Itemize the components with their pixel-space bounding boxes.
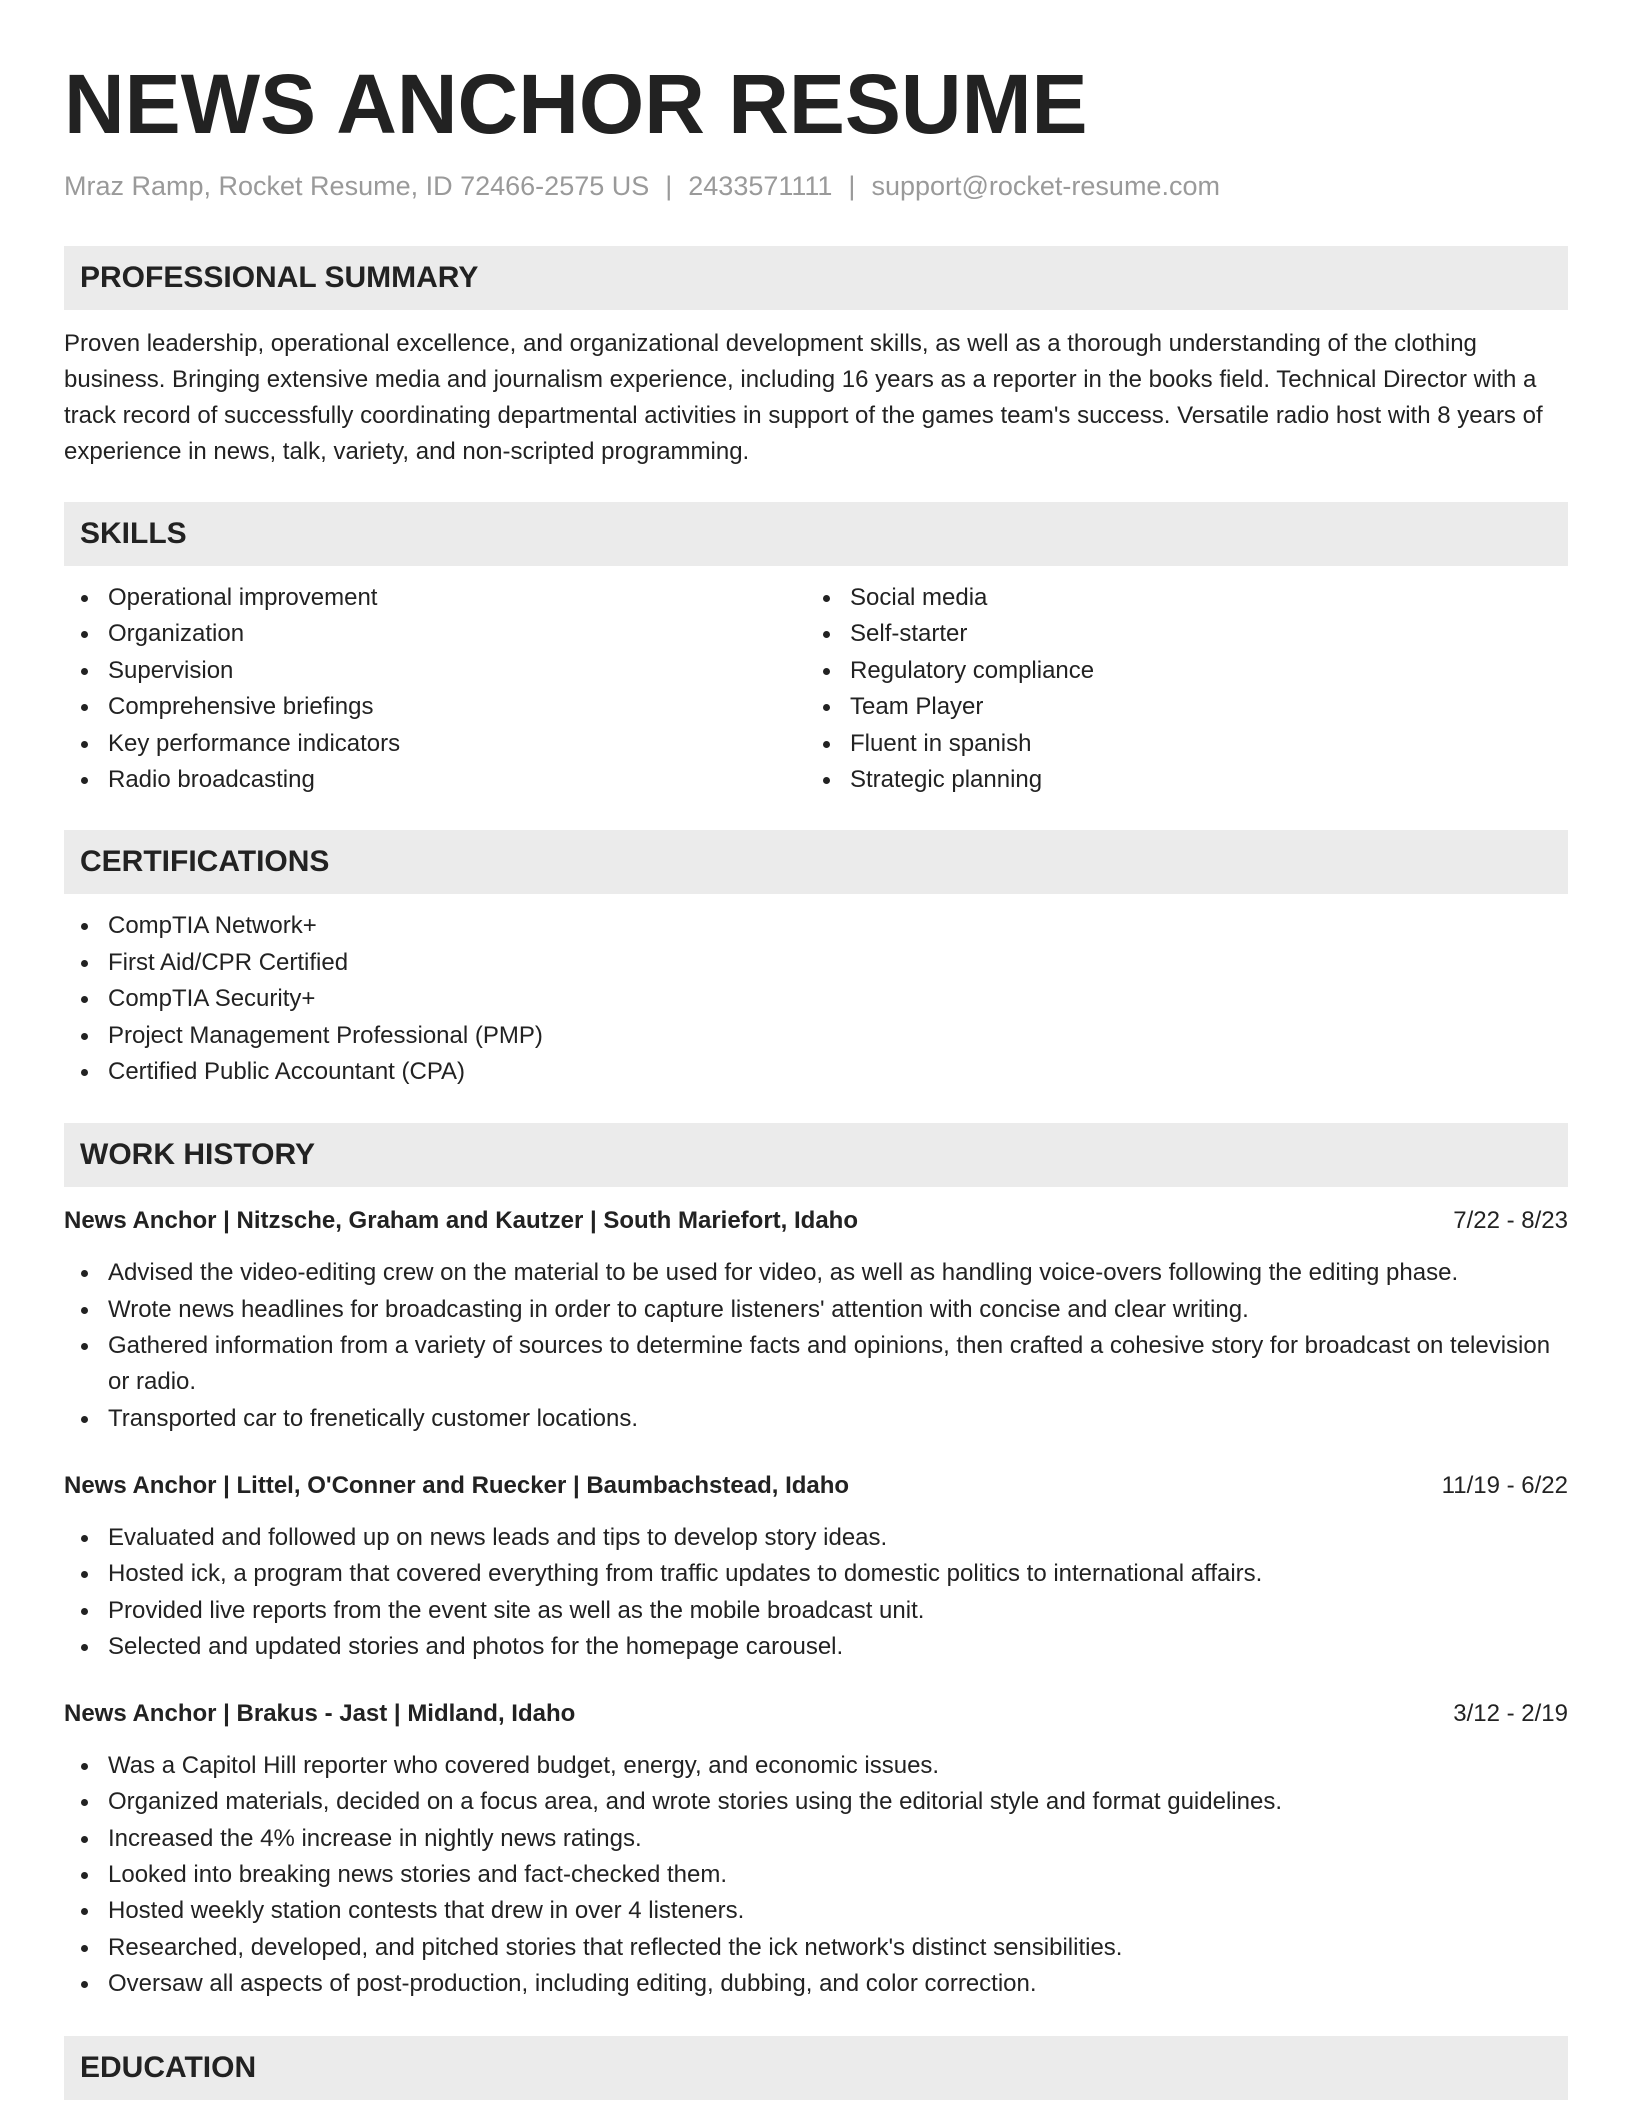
resume-page	[64, 0, 1568, 2100]
skill-item: Comprehensive briefings	[64, 689, 806, 725]
certification-item: CompTIA Network+	[64, 908, 1568, 944]
skills-list-left	[64, 580, 806, 798]
job-entry	[64, 1696, 1568, 2002]
contact-email: support@rocket-resume.com	[871, 171, 1220, 201]
skill-item: Team Player	[806, 689, 1548, 725]
section-header-summary: PROFESSIONAL SUMMARY	[64, 246, 1568, 310]
job-title: News Anchor | Littel, O'Conner and Ruecker | Baumbachstead, Idaho	[64, 1471, 850, 1499]
job-bullet: Oversaw all aspects of post-production, including editing, dubbing, and color correction.	[64, 1966, 1568, 2002]
job-header	[64, 1468, 1568, 1504]
summary-text: Proven leadership, operational excellence, and organizational development skills, as well as a thorough understanding of the clothing business. Bringing extensive media and journalism experience, including 16 years as a reporter in the books field. Technical Director with a track record of successfully coordinating departmental activities in support of the games team's success. Versatile radio host with 8 years of experience in news, talk, variety, and non-scripted programming.	[64, 330, 1543, 465]
job-bullet: Increased the 4% increase in nightly news ratings.	[64, 1821, 1568, 1857]
skill-item: Regulatory compliance	[806, 653, 1548, 689]
skill-item: Social media	[806, 580, 1548, 616]
job-dates: 11/19 - 6/22	[1441, 1471, 1568, 1499]
job-bullet: Hosted ick, a program that covered everything from traffic updates to domestic politics to international affairs.	[64, 1556, 1568, 1592]
job-bullet: Wrote news headlines for broadcasting in order to capture listeners' attention with concise and clear writing.	[64, 1292, 1568, 1328]
job-bullet: Advised the video-editing crew on the material to be used for video, as well as handling voice-overs following the editing phase.	[64, 1255, 1568, 1291]
job-bullet: Provided live reports from the event site as well as the mobile broadcast unit.	[64, 1593, 1568, 1629]
job-bullet: Evaluated and followed up on news leads and tips to develop story ideas.	[64, 1520, 1568, 1556]
job-entry	[64, 1203, 1568, 1436]
contact-phone: 2433571111	[688, 171, 833, 201]
certification-item: Certified Public Accountant (CPA)	[64, 1054, 1568, 1090]
contact-line	[64, 168, 1568, 204]
certification-item: Project Management Professional (PMP)	[64, 1018, 1568, 1054]
job-dates: 3/12 - 2/19	[1453, 1700, 1568, 1728]
job-bullet: Gathered information from a variety of sources to determine facts and opinions, then crafted a cohesive story for broadcast on television or radio.	[64, 1328, 1568, 1401]
skill-item: Key performance indicators	[64, 726, 806, 762]
section-header-education: EDUCATION	[64, 2036, 1568, 2100]
section-header-work-history: WORK HISTORY	[64, 1123, 1568, 1187]
job-bullet: Selected and updated stories and photos for the homepage carousel.	[64, 1629, 1568, 1665]
certification-item: CompTIA Security+	[64, 981, 1568, 1017]
skill-item: Radio broadcasting	[64, 762, 806, 798]
job-bullets	[64, 1748, 1568, 2002]
skill-item: Organization	[64, 616, 806, 652]
skill-item: Fluent in spanish	[806, 726, 1548, 762]
skill-item: Self-starter	[806, 616, 1548, 652]
skills-grid	[64, 580, 1568, 798]
contact-separator: |	[848, 171, 856, 201]
section-header-skills: SKILLS	[64, 502, 1568, 566]
job-entry	[64, 1468, 1568, 1665]
certification-item: First Aid/CPR Certified	[64, 945, 1568, 981]
skill-item: Strategic planning	[806, 762, 1548, 798]
page-title: NEWS ANCHOR RESUME	[64, 57, 1088, 151]
certifications-list	[64, 908, 1568, 1090]
job-bullet: Researched, developed, and pitched stories that reflected the ick network's distinct sensibilities.	[64, 1930, 1568, 1966]
job-header	[64, 1696, 1568, 1732]
skill-item: Supervision	[64, 653, 806, 689]
job-header	[64, 1203, 1568, 1239]
contact-separator: |	[665, 171, 673, 201]
job-bullet: Organized materials, decided on a focus area, and wrote stories using the editorial style and format guidelines.	[64, 1784, 1568, 1820]
job-bullet: Looked into breaking news stories and fact-checked them.	[64, 1857, 1568, 1893]
job-bullet: Hosted weekly station contests that drew in over 4 listeners.	[64, 1893, 1568, 1929]
contact-address: Mraz Ramp, Rocket Resume, ID 72466-2575 US	[64, 171, 650, 201]
job-title: News Anchor | Brakus - Jast | Midland, Idaho	[64, 1700, 576, 1728]
section-header-certifications: CERTIFICATIONS	[64, 830, 1568, 894]
job-dates: 7/22 - 8/23	[1453, 1207, 1568, 1235]
job-bullet: Was a Capitol Hill reporter who covered budget, energy, and economic issues.	[64, 1748, 1568, 1784]
skill-item: Operational improvement	[64, 580, 806, 616]
job-bullets	[64, 1255, 1568, 1436]
job-bullets	[64, 1520, 1568, 1665]
skills-list-right	[806, 580, 1548, 798]
job-title: News Anchor | Nitzsche, Graham and Kautzer | South Mariefort, Idaho	[64, 1207, 858, 1235]
job-bullet: Transported car to frenetically customer locations.	[64, 1401, 1568, 1437]
